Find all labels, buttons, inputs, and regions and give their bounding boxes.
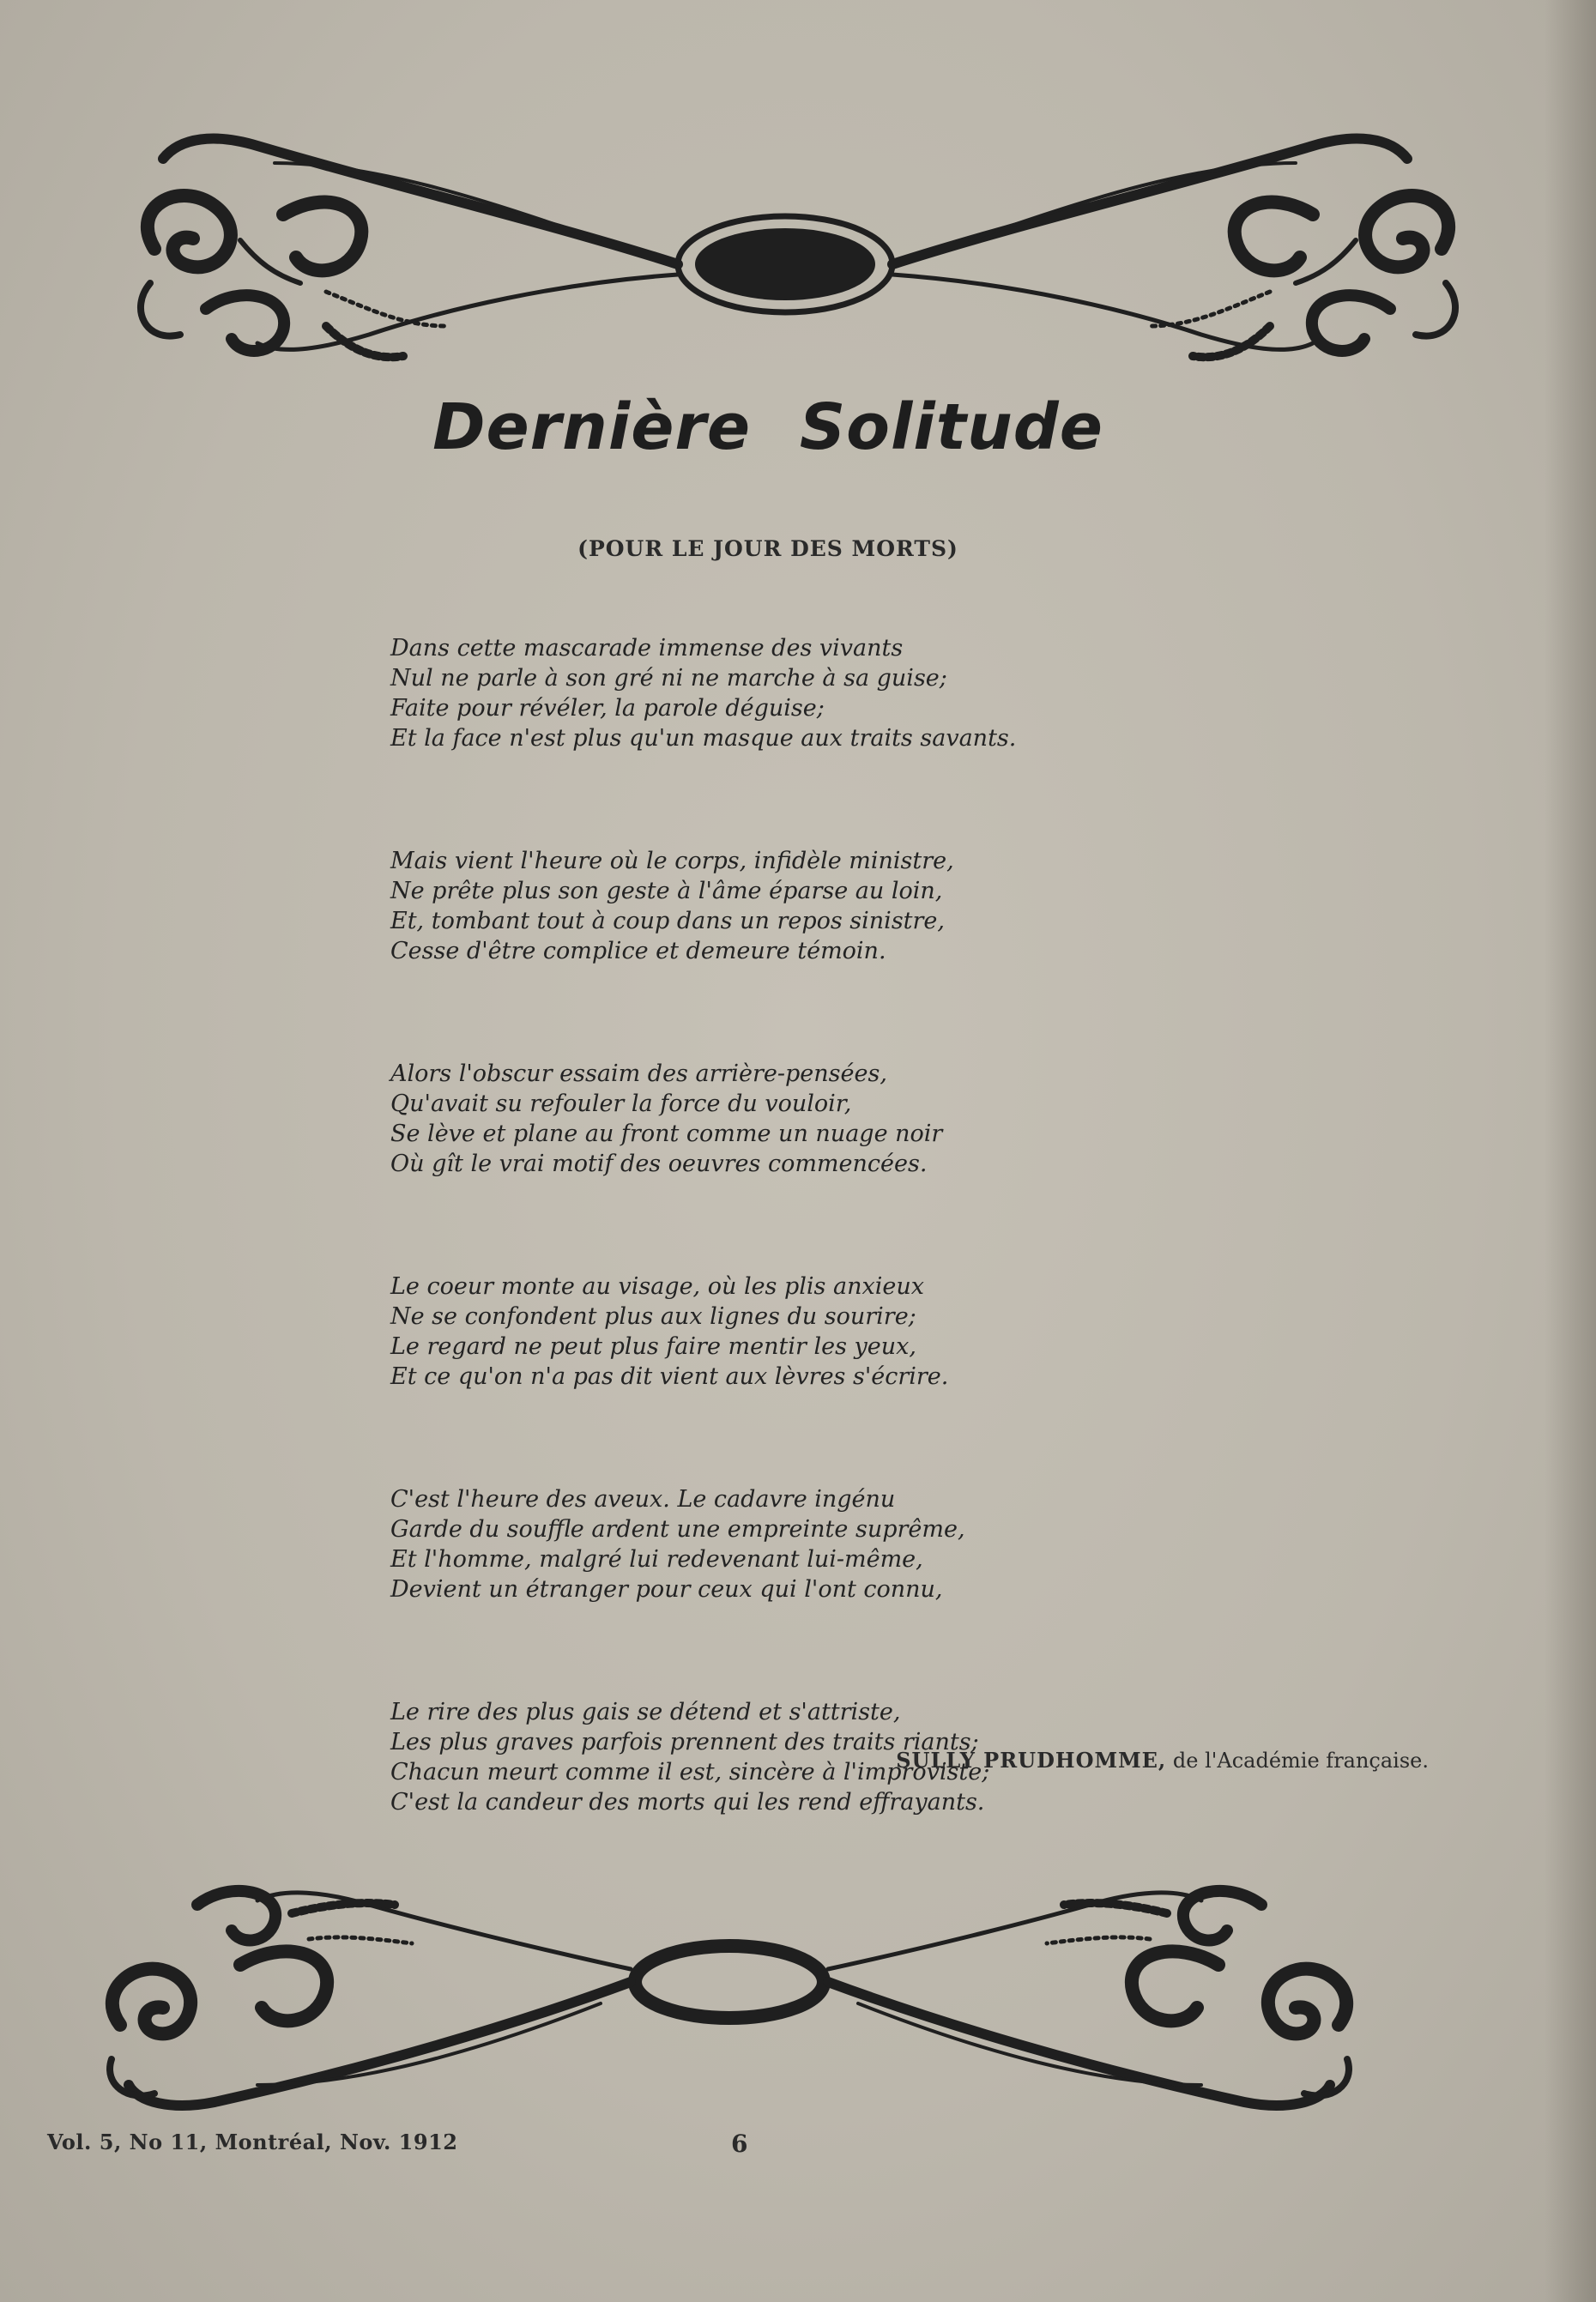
verse-line: Et la face n'est plus qu'un masque aux traits savants. — [390, 725, 1017, 752]
author-affiliation: de l'Académie française. — [1172, 1749, 1429, 1773]
verse-line: Ne prête plus son geste à l'âme éparse au loin, — [390, 878, 943, 904]
verse-line: Ne se confondent plus aux lignes du sourire; — [390, 1303, 916, 1330]
stanza — [390, 846, 1248, 966]
verse-line: Et ce qu'on n'a pas dit vient aux lèvres s'écrire. — [390, 1363, 949, 1390]
stanza — [390, 1059, 1248, 1179]
poem-body — [390, 633, 1248, 1910]
verse-line: Et, tombant tout à coup dans un repos sinistre, — [390, 908, 945, 934]
verse-line: Alors l'obscur essaim des arrière-pensées, — [390, 1060, 887, 1087]
verse-line: Faite pour révéler, la parole déguise; — [390, 695, 825, 722]
verse-line: Se lève et plane au front comme un nuage noir — [390, 1121, 943, 1147]
stanza — [390, 633, 1248, 753]
verse-line: Chacun meurt comme il est, sincère à l'improviste; — [390, 1759, 990, 1785]
verse-line: Et l'homme, malgré lui redevenant lui-même, — [390, 1546, 923, 1573]
poem-subtitle: (POUR LE JOUR DES MORTS) — [577, 536, 958, 561]
issue-info: Vol. 5, No 11, Montréal, Nov. 1912 — [47, 2130, 458, 2154]
verse-line: Mais vient l'heure où le corps, infidèle ministre, — [390, 848, 954, 874]
verse-line: C'est l'heure des aveux. Le cadavre ingénu — [390, 1486, 896, 1513]
verse-line: Dans cette mascarade immense des vivants — [390, 635, 904, 662]
signature — [896, 1748, 1429, 1773]
author-name: SULLY PRUDHOMME, — [896, 1748, 1167, 1773]
verse-line: Le rire des plus gais se détend et s'attriste, — [390, 1699, 901, 1725]
page-number: 6 — [731, 2130, 748, 2158]
verse-line: Le regard ne peut plus faire mentir les yeux, — [390, 1333, 916, 1360]
verse-line: Le coeur monte au visage, où les plis anxieux — [390, 1273, 924, 1300]
verse-line: Les plus graves parfois prennent des traits riants; — [390, 1729, 979, 1755]
verse-line: Devient un étranger pour ceux qui l'ont connu, — [390, 1576, 943, 1603]
top-ornament-icon — [0, 112, 1596, 386]
verse-line: C'est la candeur des morts qui les rend effrayants. — [390, 1789, 985, 1816]
verse-line: Où gît le vrai motif des oeuvres commencées. — [390, 1151, 928, 1177]
stanza — [390, 1272, 1248, 1392]
verse-line: Nul ne parle à son gré ni ne marche à sa guise; — [390, 665, 947, 692]
bottom-ornament-icon — [0, 1853, 1596, 2128]
stanza — [390, 1484, 1248, 1604]
verse-line: Qu'avait su refouler la force du vouloir, — [390, 1091, 852, 1117]
poem-title: Dernière Solitude — [432, 390, 1103, 464]
verse-line: Cesse d'être complice et demeure témoin. — [390, 938, 886, 964]
verse-line: Garde du souffle ardent une empreinte suprême, — [390, 1516, 965, 1543]
